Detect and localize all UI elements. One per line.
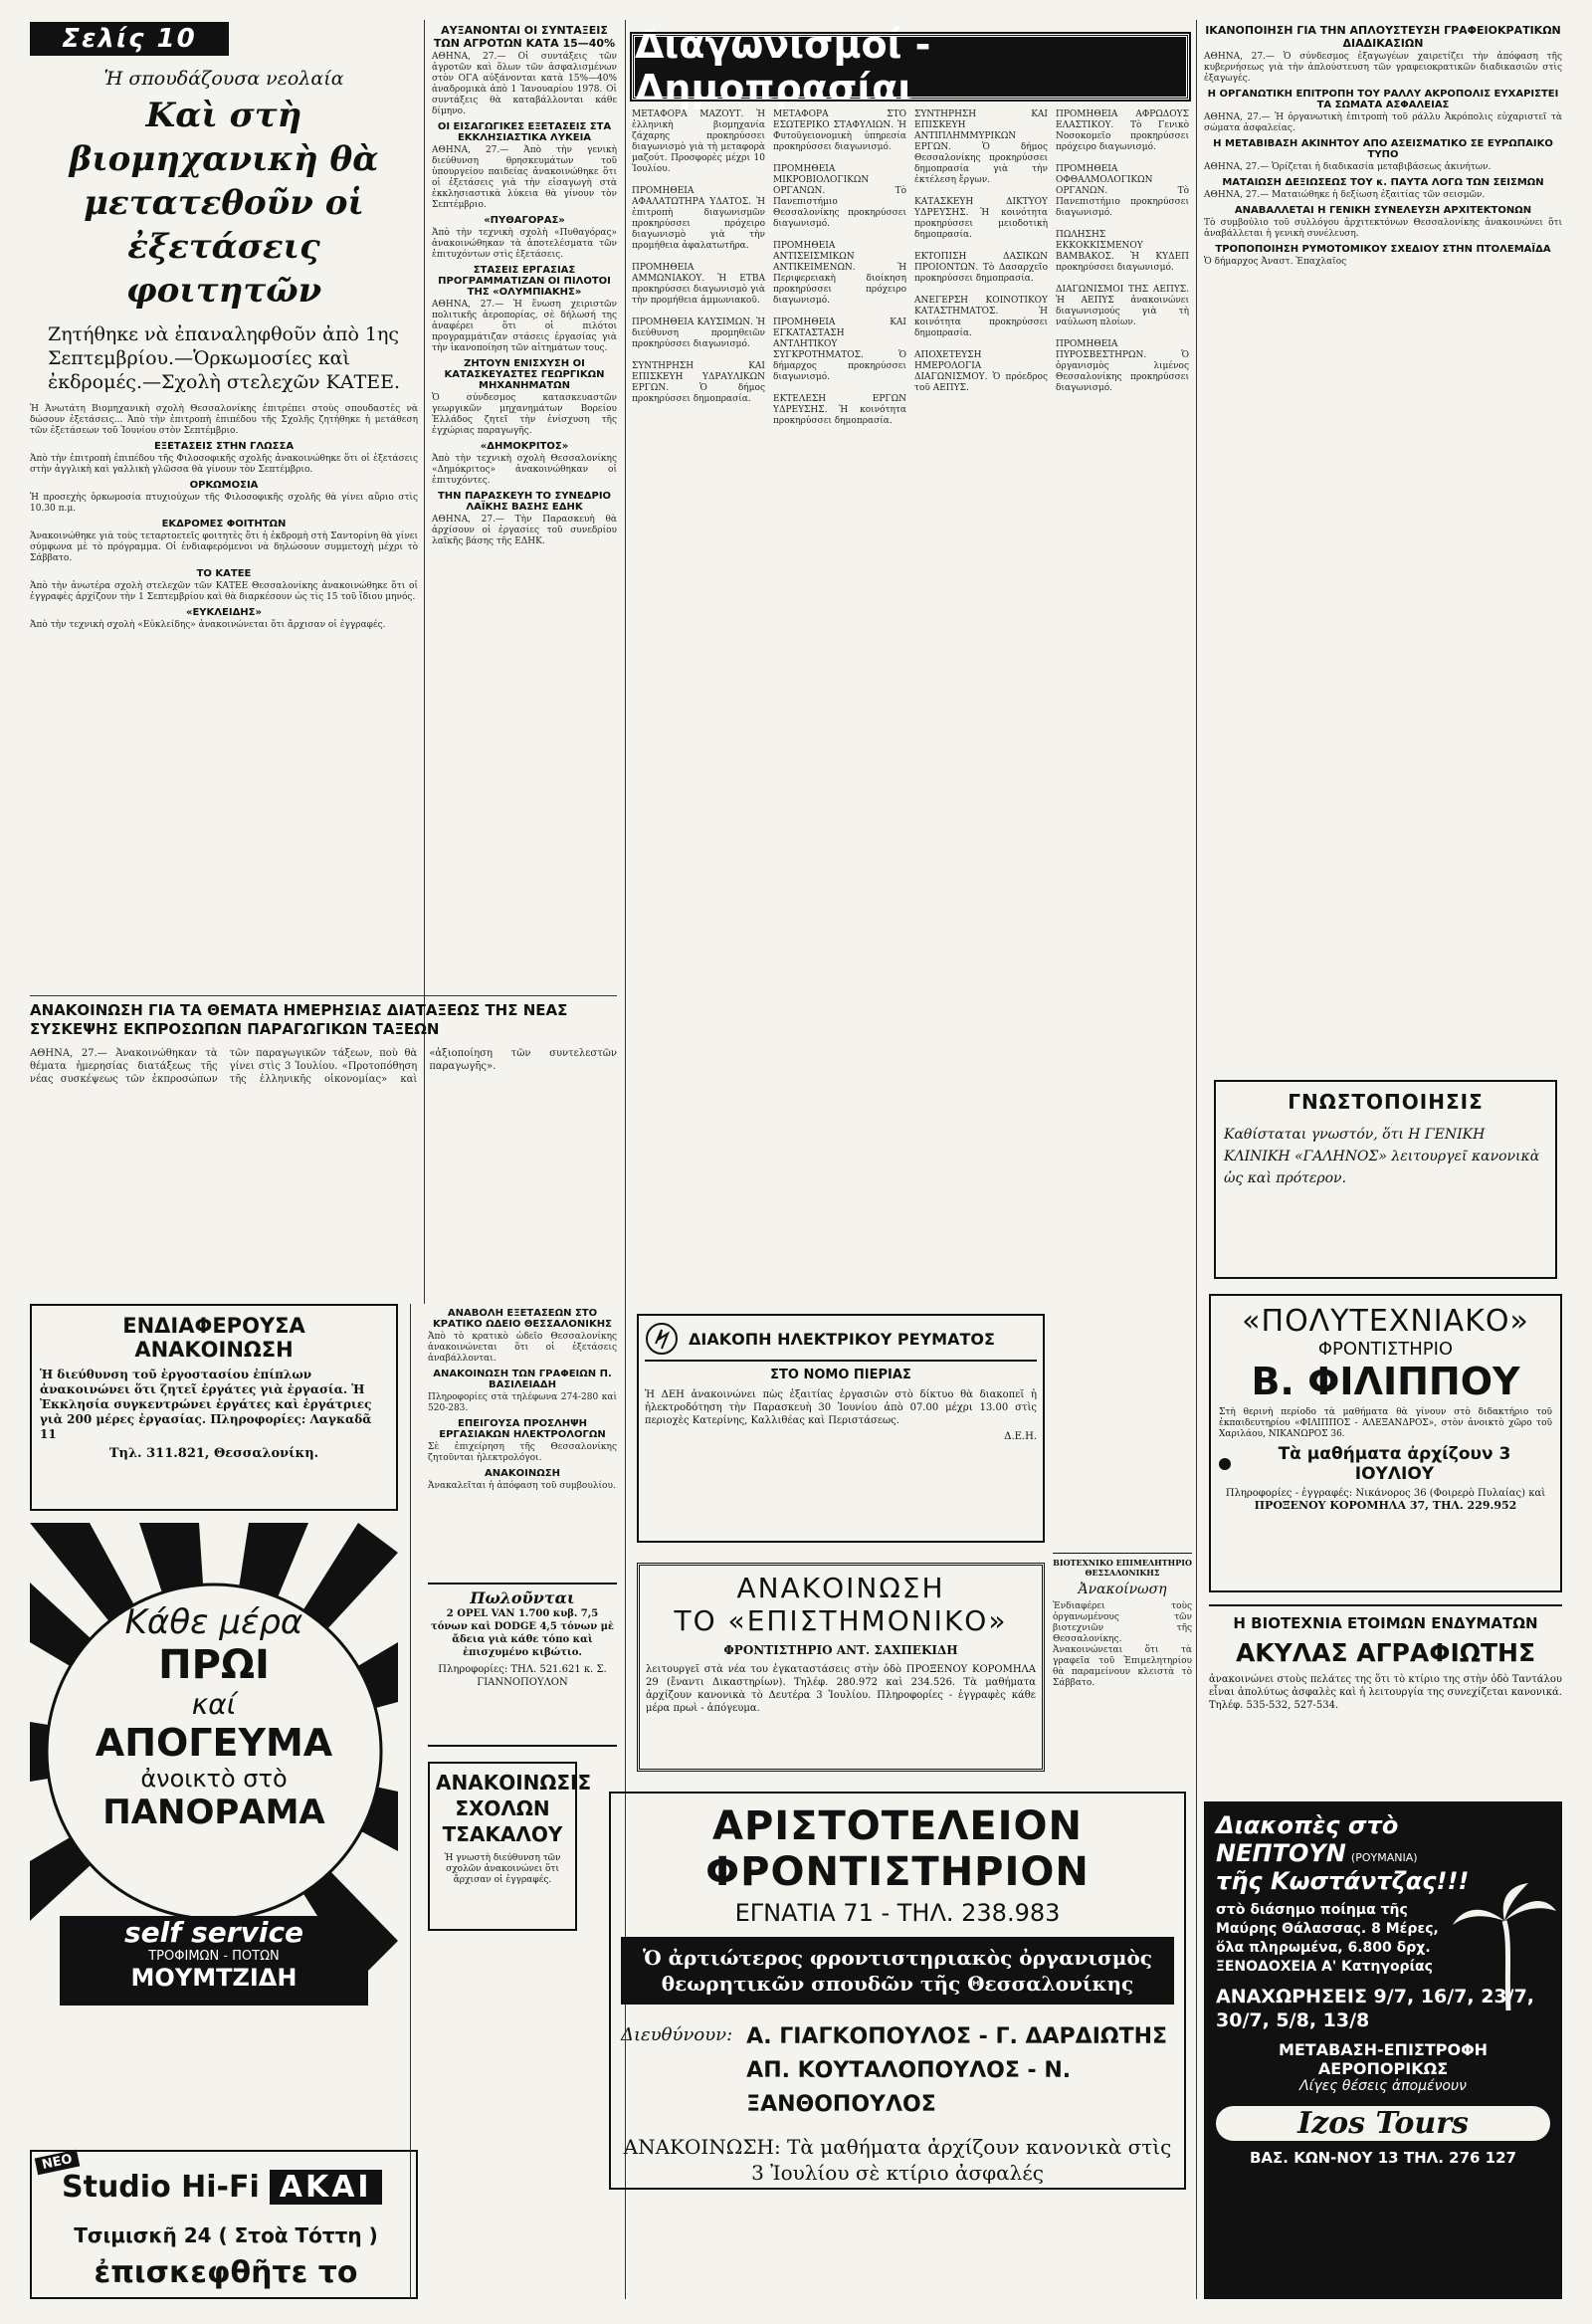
notice-text: Ἀνακαλεῖται ἡ ἀπόφαση τοῦ συμβουλίου. (428, 1481, 616, 1491)
endiaferousa-ad (30, 1304, 398, 1511)
akai-logo: AKAI (270, 2170, 382, 2205)
section-text: ΑΘΗΝΑ, 27.— Ὁρίζεται ἡ διαδικασία μεταβιβάσεως ἀκινήτων. (1204, 162, 1492, 172)
col4-stories (1204, 20, 1565, 1075)
section-title: ΤΟ ΚΑΤΕΕ (196, 568, 252, 579)
poloun-text: 2 OPEL VAN 1.700 κυβ. 7,5 τόνων καὶ DODGE 4,5 τόνων μὲ ἄδεια γιὰ κάθε τόπο καὶ ἐπισχυμένο κιβώτιο. (430, 1608, 615, 1658)
polytexniako-text: Στὴ θερινὴ περίοδο τὰ μαθήματα θὰ γίνουν στὸ διδακτήριο τοῦ ἐκπαιδευτηρίου «ΦΙΛΙΠΠΟΣ - ΑΛΕΞΑΝΔΡΟΣ», στὸν ἀνοικτὸ χῶρο τοῦ Χαριλάου, ΝΙΚΑΝΩΡΟΣ 36. (1219, 1407, 1552, 1439)
section-title: ΖΗΤΟΥΝ ΕΝΙΣΧΥΣΗ ΟΙ ΚΑΤΑΣΚΕΥΑΣΤΕΣ ΓΕΩΡΓΙΚΩΝ ΜΗΧΑΝΗΜΑΤΩΝ (444, 358, 605, 391)
panorama-line1: Κάθε μέρα (124, 1602, 303, 1642)
story-subhead: Ζητήθηκε νὰ ἐπαναληφθοῦν ἀπὸ 1ης Σεπτεμβρίου.—Ὁρκωμοσίες καὶ ἐκδρομές.—Σχολὴ στελεχῶν ΚΑΤΕΕ. (48, 323, 401, 393)
wide-notice (30, 1001, 621, 1295)
akai-brand: Studio Hi-Fi (62, 2170, 260, 2205)
epistimoniko-sub: ΦΡΟΝΤΙΣΤΗΡΙΟ ΑΝΤ. ΣΑΧΠΕΚΙΔΗ (723, 1643, 958, 1657)
izos-address: ΒΑΣ. ΚΩΝ-ΝΟΥ 13 ΤΗΛ. 276 127 (1249, 2149, 1516, 2167)
col1-story (30, 62, 421, 1047)
viotexniko-notice (1053, 1553, 1195, 1801)
dei-title: ΔΙΑΚΟΠΗ ΗΛΕΚΤΡΙΚΟΥ ΡΕΥΜΑΤΟΣ (689, 1329, 995, 1349)
izos-departures: ΑΝΑΧΩΡΗΣΕΙΣ 9/7, 16/7, 23/7, 30/7, 5/8, 13/8 (1216, 1986, 1535, 2031)
section-text: Ἀπὸ τὴν ἐπιτροπὴ ἐπιπέδου τῆς Φιλοσοφικῆς σχολῆς ἀνακοινώθηκε ὅτι οἱ ἐξετάσεις στὴν ἀγγλικὴ καὶ γαλλικὴ γλῶσσα θὰ γίνουν τὸν Σεπτέμβριο. (30, 454, 421, 475)
izos-seats: Λίγες θέσεις ἀπομένουν (1299, 2078, 1467, 2094)
dei-area: ΣΤΟ ΝΟΜΟ ΠΙΕΡΙΑΣ (770, 1368, 911, 1382)
auction-columns (632, 109, 1189, 1294)
notice-text: Ἀπὸ τὸ κρατικὸ ὠδεῖο Θεσσαλονίκης ἀνακοινώνεται ὅτι οἱ ἐξετάσεις ἀναβάλλονται. (428, 1332, 620, 1364)
notice-title: ΕΠΕΙΓΟΥΣΑ ΠΡΟΣΛΗΨΗ ΕΡΓΑΣΙΑΚΩΝ ΗΛΕΚΤΡΟΛΟΓΩΝ (439, 1418, 606, 1440)
section-text: ΑΘΗΝΑ, 27.— Τὴν Παρασκευὴ θὰ ἀρχίσουν οἱ ἐργασίες τοῦ συνεδρίου λαϊκῆς βάσης τῆς ΕΔΗΚ. (432, 515, 620, 546)
izos-line3: τῆς Κωστάντζας!!! (1216, 1867, 1470, 1895)
epistimoniko-title1: ΑΝΑΚΟΙΝΩΣΗ (736, 1572, 945, 1604)
tsakalou-text: Ἡ γνωστὴ διεύθυνση τῶν σχολῶν ἀνακοινώνει ὅτι ἄρχισαν οἱ ἐγγραφές. (444, 1853, 561, 1885)
notice-text: Σὲ ἐπιχείρηση τῆς Θεσσαλονίκης ζητοῦνται ἠλεκτρολόγοι. (428, 1442, 620, 1463)
section-text: Τὸ συμβούλιο τοῦ συλλόγου ἀρχιτεκτόνων Θεσσαλονίκης ἀνακοινώνει ὅτι ἀναβάλλεται ἡ γενικὴ συνέλευση. (1204, 218, 1565, 239)
section-text: ΑΘΗΝΑ, 27.— Ὁ σύνδεσμος ἐξαγωγέων χαιρετίζει τὴν ἀπόφαση τῆς κυβερνήσεως γιὰ τὴν ἀπλούστευση τῶν γραφειοκρατικῶν διαδικασιῶν στὶς ἐξαγωγές. (1204, 52, 1565, 84)
akylas-text: ἀνακοινώνει στοὺς πελάτες της ὅτι τὸ κτίριο της στὴν ὁδὸ Ταντάλου εἶναι ἀπολύτως ἀσφαλὲς καὶ ἡ λειτουργία της συνεχίζεται κανονικά. Τηλέφ. 535-532, 527-534. (1209, 1674, 1562, 1711)
polytexniako-address: ΠΡΟΞΕΝΟΥ ΚΟΡΟΜΗΛΑ 37, ΤΗΛ. 229.952 (1254, 1499, 1517, 1512)
section-title: ΕΞΕΤΑΣΕΙΣ ΣΤΗΝ ΓΛΩΣΣΑ (153, 441, 295, 452)
poloun-title: Πωλοῦνται (470, 1588, 575, 1607)
aristoteleion-ad (609, 1792, 1186, 2190)
izos-tours-ad (1204, 1801, 1562, 2299)
section-title: Η ΟΡΓΑΝΩΤΙΚΗ ΕΠΙΤΡΟΠΗ ΤΟΥ ΡΑΛΛΥ ΑΚΡΟΠΟΛΙΣ ΕΥΧΑΡΙΣΤΕΙ ΤΑ ΣΩΜΑΤΑ ΑΣΦΑΛΕΙΑΣ (1207, 89, 1559, 110)
ad-phone: Τηλ. 311.821, Θεσσαλονίκη. (108, 1446, 319, 1461)
panorama-ad (30, 1523, 398, 2140)
section-title: ΜΑΤΑΙΩΣΗ ΔΕΞΙΩΣΕΩΣ ΤΟΥ κ. ΠΑΥΤΑ ΛΟΓΩ ΤΩΝ ΣΕΙΣΜΩΝ (1222, 177, 1544, 188)
akai-address: Τσιμισκῆ 24 ( Στοὰ Τόττη ) (74, 2223, 378, 2247)
panorama-name: ΜΟΥΜΤΖΙΔΗ (130, 1964, 298, 1992)
akai-neo-badge: ΝΕΟ (35, 2150, 80, 2176)
poloun-contact: Πληροφορίες: ΤΗΛ. 521.621 κ. Σ. ΓΙΑΝΝΟΠΟΥΛΟΝ (438, 1664, 607, 1688)
section-text: Ἀνακοινώθηκε γιὰ τοὺς τεταρτοετεῖς φοιτητὲς ὅτι ἡ ἐκδρομὴ στὴ Σαντορίνη θὰ γίνει σύμφωνα μὲ τὸ πρόγραμμα. Οἱ ἐνδιαφερόμενοι νὰ δηλώσουν συμμετοχὴ μέχρι τὸ Σάββατο. (30, 531, 421, 563)
aristoteleion-notice: ΑΝΑΚΟΙΝΩΣΗ: Τὰ μαθήματα ἀρχίζουν κανονικὰ στὶς 3 Ἰουλίου σὲ κτίριο ἀσφαλές (623, 2135, 1172, 2185)
galinos-title: ΓΝΩΣΤΟΠΟΙΗΣΙΣ (1288, 1090, 1484, 1114)
section-text: ΑΘΗΝΑ, 27.— Ἀπὸ τὴν γενικὴ διεύθυνση θρησκευμάτων τοῦ ὑπουργείου παιδείας ἀνακοινώθηκε ὅτι οἱ ἐξετάσεις γιὰ τὴν εἰσαγωγὴ στὰ ἐκκλησιαστικὰ λύκεια θὰ γίνουν τὸν Σεπτέμβριο. (432, 145, 620, 210)
section-title: ΙΚΑΝΟΠΟΙΗΣΗ ΓΙΑ ΤΗΝ ΑΠΛΟΥΣΤΕΥΣΗ ΓΡΑΦΕΙΟΚΡΑΤΙΚΩΝ ΔΙΑΔΙΚΑΣΙΩΝ (1205, 24, 1561, 50)
page-number-badge: Σελίς 10 (30, 22, 229, 56)
auctions-banner (632, 23, 1189, 110)
galinos-text: Καθίσταται γνωστόν, ὅτι Η ΓΕΝΙΚΗ ΚΛΙΝΙΚΗ «ΓΑΛΗΝΟΣ» λειτουργεῖ κανονικὰ ὡς καὶ πρότερον. (1224, 1127, 1540, 1186)
aristoteleion-directors-2: ΑΠ. ΚΟΥΤΑΛΟΠΟΥΛΟΣ - Ν. ΞΑΝΘΟΠΟΥΛΟΣ (746, 2058, 1072, 2117)
viotexniko-title: Ἀνακοίνωση (1078, 1582, 1167, 1597)
polytexniako-info: Πληροφορίες - ἐγγραφές: Νικάνορος 36 (Φοιρερὸ Πυλαίας) καὶ (1225, 1488, 1546, 1499)
panorama-line4: ΑΠΟΓΕΥΜΑ (95, 1721, 333, 1765)
palm-tree-icon (1449, 1881, 1558, 2010)
epistimoniko-text: λειτουργεῖ στὰ νέα του ἐγκαταστάσεις στὴν ὁδὸ ΠΡΟΞΕΝΟΥ ΚΟΡΟΜΗΛΑ 29 (ἔναντι Δικαστηρίων). Τηλέφ. 280.972 καὶ 234.526. Τὰ μαθήματα ἀρχίζουν κανονικὰ τὸ Δευτέρα 3 Ἰουλίου. Πληροφορίες - ἐγγραφὲς κάθε μέρα πρωὶ - ἀπόγευμα. (646, 1664, 1036, 1714)
panorama-service: self service (123, 1916, 304, 1949)
panorama-line2: ΠΡΩΙ (158, 1642, 270, 1688)
akylas-title1: Η ΒΙΟΤΕΧΝΙΑ ΕΤΟΙΜΩΝ ΕΝΔΥΜΑΤΩΝ (1233, 1614, 1538, 1632)
section-title: ΣΤΑΣΕΙΣ ΕΡΓΑΣΙΑΣ ΠΡΟΓΡΑΜΜΑΤΙΖΑΝ ΟΙ ΠΙΛΟΤΟΙ ΤΗΣ «ΟΛΥΜΠΙΑΚΗΣ» (438, 265, 611, 298)
panorama-line5: ἀνοικτὸ στὸ (140, 1765, 288, 1793)
poloun-ad (428, 1583, 617, 1747)
polytexniako-bullet: Τὰ μαθήματα ἀρχίζουν 3 ΙΟΥΛΙΟΥ (1278, 1444, 1511, 1484)
galinos-notice (1214, 1080, 1557, 1279)
col2-notices (428, 1304, 620, 1573)
section-text: Ὁ δήμαρχος Ἀναστ. Ἐπαχλαῖος (1204, 257, 1347, 267)
section-text: Ἡ προσεχὴς ὁρκωμοσία πτυχιούχων τῆς Φιλοσοφικῆς σχολῆς θὰ γίνει αὔριο στὶς 10.30 π.μ. (30, 493, 421, 514)
aristoteleion-title: ΑΡΙΣΤΟΤΕΛΕΙΟΝ ΦΡΟΝΤΙΣΤΗΡΙΟΝ (705, 1803, 1090, 1895)
col2-stories (432, 20, 620, 1005)
auction-column: ΠΡΟΜΗΘΕΙΑ ΑΦΡΩΔΟΥΣ ΕΛΑΣΤΙΚΟΥ. Τὸ Γενικὸ Νοσοκομεῖο προκηρύσσει πρόχειρο διαγωνισμό. ΠΡΟΜΗΘΕΙΑ ΟΦΘΑΛΜΟΛΟΓΙΚΩΝ ΟΡΓΑΝΩΝ. Τὸ Πανεπιστήμιο προκηρύσσει διαγωνισμό. ΠΩΛΗΣΗΣ ΕΚΚΟΚΚΙΣΜΕΝΟΥ ΒΑΜΒΑΚΟΣ. Ἡ ΚΥΔΕΠ προκηρύσσει διαγωνισμό. ΔΙΑΓΩΝΙΣΜΟΙ ΤΗΣ ΑΕΠΥΣ. Ἡ ΑΕΠΥΣ ἀνακοινώνει διαγωνισμούς γιὰ τὴ ναύλωση πλοίων. ΠΡΟΜΗΘΕΙΑ ΠΥΡΟΣΒΕΣΤΗΡΩΝ. Ὁ ὀργανισμὸς λιμένος Θεσσαλονίκης προκηρύσσει διαγωνισμό. (1056, 109, 1189, 393)
wide-notice-title: ΑΝΑΚΟΙΝΩΣΗ ΓΙΑ ΤΑ ΘΕΜΑΤΑ ΗΜΕΡΗΣΙΑΣ ΔΙΑΤΑΞΕΩΣ ΤΗΣ ΝΕΑΣ ΣΥΣΚΕΨΗΣ ΕΚΠΡΟΣΩΠΩΝ ΠΑΡΑΓΩΓΙΚΩΝ ΤΑΞΕΩΝ (30, 1001, 568, 1038)
section-title: ΟΡΚΩΜΟΣΙΑ (189, 480, 259, 491)
section-text: Ἀπὸ τὴν τεχνικὴ σχολὴ «Εὐκλείδης» ἀνακοινώνεται ὅτι ἄρχισαν οἱ ἐγγραφές. (30, 620, 386, 630)
auction-column: ΜΕΤΑΦΟΡΑ ΣΤΟ ΕΣΩΤΕΡΙΚΟ ΣΤΑΦΥΛΙΩΝ. Ἡ Φυτοϋγειονομικὴ ὑπηρεσία προκηρύσσει διαγωνισμό. ΠΡΟΜΗΘΕΙΑ ΜΙΚΡΟΒΙΟΛΟΓΙΚΩΝ ΟΡΓΑΝΩΝ. Τὸ Πανεπιστήμιο Θεσσαλονίκης προκηρύσσει διαγωνισμό. ΠΡΟΜΗΘΕΙΑ ΑΝΤΙΣΕΙΣΜΙΚΩΝ ΑΝΤΙΚΕΙΜΕΝΩΝ. Ἡ Περιφερειακὴ διοίκηση προκηρύσσει πρόχειρο διαγωνισμό. ΠΡΟΜΗΘΕΙΑ ΚΑΙ ΕΓΚΑΤΑΣΤΑΣΗ ΑΝΤΛΗΤΙΚΟΥ ΣΥΓΚΡΟΤΗΜΑΤΟΣ. Ὁ δήμαρχος προκηρύσσει διαγωνισμό. ΕΚΤΕΛΕΣΗ ΕΡΓΩΝ ΥΔΡΕΥΣΗΣ. Ἡ κοινότητα προκηρύσσει δημοπρασία. (773, 109, 906, 426)
story-kicker: Ἡ σπουδάζουσα νεολαία (103, 68, 344, 90)
section-text: ΑΘΗΝΑ, 27.— Ματαιώθηκε ἡ δεξίωση ἐξαιτίας τῶν σεισμῶν. (1204, 190, 1486, 200)
section-title: «ΕΥΚΛΕΙΔΗΣ» (186, 607, 262, 618)
dei-text: Ἡ ΔΕΗ ἀνακοινώνει πὼς ἐξαιτίας ἐργασιῶν στὸ δίκτυο θὰ διακοπεῖ ἡ ἠλεκτροδότηση τὴν Παρασκευὴ 30 Ἰουνίου ἀπὸ 07.00 μέχρι 13.00 στὶς περιοχὲς Κατερίνης, Καλλιθέας καὶ Περιστάσεως. (645, 1389, 1037, 1426)
section-text: Ἀπὸ τὴν τεχνικὴ σχολὴ Θεσσαλονίκης «Δημόκριτος» ἀνακοινώθηκαν οἱ ἐπιτυχόντες. (432, 454, 620, 486)
notice-title: ΑΝΑΚΟΙΝΩΣΗ ΤΩΝ ΓΡΑΦΕΙΩΝ Π. ΒΑΣΙΛΕΙΑΔΗ (433, 1369, 612, 1390)
dei-logo-icon (645, 1322, 679, 1356)
auction-column: ΜΕΤΑΦΟΡΑ ΜΑΖΟΥΤ. Ἡ ἑλληνικὴ βιομηχανία ζάχαρης προκηρύσσει διαγωνισμὸ γιὰ τὴ μεταφορὰ μαζούτ. Προσφορὲς μέχρι 10 Ἰουλίου. ΠΡΟΜΗΘΕΙΑ ΑΦΑΛΑΤΩΤΗΡΑ ΥΔΑΤΟΣ. Ἡ ἐπιτροπὴ διαγωνισμῶν προκηρύσσει πρόχειρο διαγωνισμὸ γιὰ τὴν προμήθεια ἀφαλατωτῆρα. ΠΡΟΜΗΘΕΙΑ ΑΜΜΩΝΙΑΚΟΥ. Ἡ ΕΤΒΑ προκηρύσσει διαγωνισμὸ γιὰ τὴν προμήθεια ἀμμωνιακοῦ. ΠΡΟΜΗΘΕΙΑ ΚΑΥΣΙΜΩΝ. Ἡ διεύθυνση προμηθειῶν προκηρύσσει διαγωνισμό. ΣΥΝΤΗΡΗΣΗ ΚΑΙ ΕΠΙΣΚΕΥΗ ΥΔΡΑΥΛΙΚΩΝ ΕΡΓΩΝ. Ὁ δήμος προκηρύσσει δημοπρασία. (632, 109, 765, 404)
polytexniako-sub: ΦΡΟΝΤΙΣΤΗΡΙΟ (1317, 1339, 1454, 1360)
section-text: Ὁ σύνδεσμος κατασκευαστῶν γεωργικῶν μηχανημάτων Βορείου Ἑλλάδος ζητεῖ τὴν ἐνίσχυση τῆς ἐγχώριας παραγωγῆς. (432, 393, 620, 436)
aristoteleion-label: Διευθύνουν: (621, 2024, 733, 2045)
akylas-title2: ΑΚΥΛΑΣ ΑΓΡΑΦΙΩΤΗΣ (1235, 1638, 1536, 1667)
section-title: ΤΡΟΠΟΠΟΙΗΣΗ ΡΥΜΟΤΟΜΙΚΟΥ ΣΧΕΔΙΟΥ ΣΤΗΝ ΠΤΟΛΕΜΑΪΔΑ (1215, 244, 1551, 255)
epistimoniko-ad (637, 1563, 1045, 1772)
izos-logo: Izos Tours (1216, 2106, 1550, 2141)
notice-text: Πληροφορίες στὰ τηλέφωνα 274-280 καὶ 520-283. (428, 1392, 620, 1413)
izos-line1: Διακοπὲς στὸ (1216, 1811, 1399, 1839)
tsakalou-ad (428, 1762, 592, 1931)
story-headline: Καὶ στὴ βιομηχανικὴ θὰ μετατεθοῦν οἱ ἐξετάσεις φοιτητῶν (69, 96, 379, 311)
wide-notice-text: ΑΘΗΝΑ, 27.— Ἀνακοινώθηκαν τὰ θέματα ἡμερησίας διατάξεως τῆς νέας συσκέψεως τῶν ἐκπροσώπων τῶν παραγωγικῶν τάξεων, ποὺ θὰ γίνει στὶς 3 Ἰουλίου. «Προτοπόθηση τῆς ἑλληνικῆς οἰκονομίας» καὶ «ἀξιοποίηση τῶν συντελεστῶν παραγωγῆς». (30, 1048, 621, 1085)
aristoteleion-directors-1: Α. ΓΙΑΓΚΟΠΟΥΛΟΣ - Γ. ΔΑΡΔΙΩΤΗΣ (746, 2024, 1168, 2049)
section-text: ΑΘΗΝΑ, 27.— Οἱ συντάξεις τῶν ἀγροτῶν καὶ ὅλων τῶν ἀσφαλισμένων στὸν ΟΓΑ αὐξάνονται κατὰ 15%—40% ἀναδρομικὰ ἀπὸ 1 Ἰανουαρίου 1978. Οἱ συντάξεις θὰ καταβάλλονται κάθε δίμηνο. (432, 52, 620, 116)
dei-sign: Δ.Ε.Η. (1004, 1431, 1037, 1442)
panorama-sub: ΤΡΟΦΙΜΩΝ - ΠΟΤΩΝ (148, 1949, 280, 1964)
tsakalou-title: ΑΝΑΚΟΙΝΩΣΙΣ ΣΧΟΛΩΝ ΤΣΑΚΑΛΟΥ (436, 1771, 592, 1846)
section-title: ΟΙ ΕΙΣΑΓΩΓΙΚΕΣ ΕΞΕΤΑΣΕΙΣ ΣΤΑ ΕΚΚΛΗΣΙΑΣΤΙΚΑ ΛΥΚΕΙΑ (437, 121, 612, 143)
epistimoniko-title2: ΤΟ «ΕΠΙΣΤΗΜΟΝΙΚΟ» (674, 1604, 1008, 1637)
aristoteleion-tagline: Ὁ ἀρτιώτερος φροντιστηριακὸς ὀργανισμὸς θεωρητικῶν σπουδῶν τῆς Θεσσαλονίκης (621, 1937, 1174, 2005)
viotexniko-org: ΒΙΟΤΕΧΝΙΚΟ ΕΠΙΜΕΛΗΤΗΡΙΟ ΘΕΣΣΑΛΟΝΙΚΗΣ (1053, 1558, 1192, 1578)
section-text: ΑΘΗΝΑ, 27.— Ἡ ἕνωση χειριστῶν πολιτικῆς ἀεροπορίας, σὲ δήλωσή της ἀναφέρει ὅτι οἱ πιλότοι προγραμμάτιζαν στάσεις ἐργασίας γιὰ τὴν ἱκανοποίηση τῶν αἰτημάτων τους. (432, 300, 620, 353)
section-title: ΤΗΝ ΠΑΡΑΣΚΕΥΗ ΤΟ ΣΥΝΕΔΡΙΟ ΛΑΪΚΗΣ ΒΑΣΗΣ ΕΔΗΚ (437, 491, 612, 513)
dei-notice (637, 1314, 1045, 1543)
story-body: Ἡ Ἀνωτάτη Βιομηχανικὴ σχολὴ Θεσσαλονίκης ἐπιτρέπει στοὺς σπουδαστὲς νὰ δώσουν ἐξετάσεις... Ἀπὸ τὴν ἐπιτροπὴ ἐπιπέδου τῆς Σχολῆς ζητήθηκε ἡ μετάθεση τῶν ἐξετάσεων τοῦ Ἰουνίου στὸν Σεπτέμβριο. (30, 404, 421, 436)
izos-line2: ΝΕΠΤΟΥΝ (1216, 1839, 1346, 1867)
ad-title: ΕΝΔΙΑΦΕΡΟΥΣΑ ΑΝΑΚΟΙΝΩΣΗ (122, 1314, 305, 1362)
section-title: ΑΥΞΑΝΟΝΤΑΙ ΟΙ ΣΥΝΤΑΞΕΙΣ ΤΩΝ ΑΓΡΟΤΩΝ ΚΑΤΑ 15—40% (433, 24, 616, 50)
section-title: «ΠΥΘΑΓΟΡΑΣ» (484, 215, 565, 226)
section-title: «ΔΗΜΟΚΡΙΤΟΣ» (480, 441, 569, 452)
bullet-icon (1219, 1458, 1231, 1470)
izos-transfer: ΜΕΤΑΒΑΣΗ-ΕΠΙΣΤΡΟΦΗ ΑΕΡΟΠΟΡΙΚΩΣ (1278, 2040, 1489, 2078)
panorama-line3: καί (191, 1688, 237, 1721)
panorama-line6: ΠΑΝΟΡΑΜΑ (102, 1793, 325, 1832)
izos-text: στὸ διάσημο ποίημα τῆς Μαύρης Θάλασσας. 8 Μέρες, ὅλα πληρωμένα, 6.800 δρχ. ΞΕΝΟΔΟΧΕΙΑ Α' Κατηγορίας (1216, 1902, 1439, 1975)
akylas-ad (1209, 1604, 1562, 1794)
akai-ad (30, 2150, 418, 2299)
viotexniko-text: Ἐνδιαφέρει τοὺς ὀργανωμένους τῶν βιοτεχνιῶν τῆς Θεσσαλονίκης. Ἀνακοινώνεται ὅτι τὰ γραφεῖα τοῦ Ἐπιμελητηρίου θὰ παραμείνουν κλειστὰ τὸ Σάββατο. (1053, 1601, 1195, 1688)
section-title: ΕΚΔΡΟΜΕΣ ΦΟΙΤΗΤΩΝ (161, 519, 287, 529)
polytexniako-name: Β. ΦΙΛΙΠΠΟΥ (1251, 1360, 1520, 1403)
section-title: ΑΝΑΒΑΛΛΕΤΑΙ Η ΓΕΝΙΚΗ ΣΥΝΕΛΕΥΣΗ ΑΡΧΙΤΕΚΤΟΝΩΝ (1234, 205, 1532, 216)
izos-line2b: (ΡΟΥΜΑΝΙΑ) (1350, 1851, 1418, 1864)
auction-column: ΣΥΝΤΗΡΗΣΗ ΚΑΙ ΕΠΙΣΚΕΥΗ ΑΝΤΙΠΛΗΜΜΥΡΙΚΩΝ ΕΡΓΩΝ. Ὁ δήμος Θεσσαλονίκης προκηρύσσει δημοπρασία γιὰ τὴν ἐκτέλεση ἔργων. ΚΑΤΑΣΚΕΥΗ ΔΙΚΤΥΟΥ ΥΔΡΕΥΣΗΣ. Ἡ κοινότητα προκηρύσσει μειοδοτικὴ δημοπρασία. ΕΚΤΟΠΙΣΗ ΔΑΣΙΚΩΝ ΠΡΟΙΟΝΤΩΝ. Τὸ Δασαρχεῖο προκηρύσσει δημοπρασία. ΑΝΕΓΕΡΣΗ ΚΟΙΝΟΤΙΚΟΥ ΚΑΤΑΣΤΗΜΑΤΟΣ. Ἡ κοινότητα προκηρύσσει δημοπρασία. ΑΠΟΧΕΤΕΥΣΗ ΗΜΕΡΟΛΟΓΙΑ ΔΙΑΓΩΝΙΣΜΟΥ. Ὁ πρόεδρος τοῦ ΑΕΠΥΣ. (914, 109, 1048, 393)
section-text: Ἀπὸ τὴν ἀνωτέρα σχολὴ στελεχῶν τῶν ΚΑΤΕΕ Θεσσαλονίκης ἀνακοινώθηκε ὅτι οἱ ἐγγραφὲς ἀρχίζουν τὴν 1 Σεπτεμβρίου καὶ θὰ διαρκέσουν ὡς τὶς 15 τοῦ ἴδιου μηνός. (30, 581, 421, 602)
akai-cta: ἐπισκεφθῆτε το (94, 2255, 358, 2290)
notice-title: ΑΝΑΒΟΛΗ ΕΞΕΤΑΣΕΩΝ ΣΤΟ ΚΡΑΤΙΚΟ ΩΔΕΙΟ ΘΕΣΣΑΛΟΝΙΚΗΣ (433, 1308, 612, 1330)
notice-title: ΑΝΑΚΟΙΝΩΣΗ (485, 1468, 560, 1479)
section-title: Η ΜΕΤΑΒΙΒΑΣΗ ΑΚΙΝΗΤΟΥ ΑΠΟ ΑΣΕΙΣΜΑΤΙΚΟ ΣΕ ΕΥΡΩΠΑΙΚΟ ΤΥΠΟ (1213, 138, 1553, 160)
aristoteleion-address: ΕΓΝΑΤΙΑ 71 - ΤΗΛ. 238.983 (734, 1899, 1061, 1927)
section-text: Ἀπὸ τὴν τεχνικὴ σχολὴ «Πυθαγόρας» ἀνακοινώθηκαν τὰ ἀποτελέσματα τῶν ἐπιτυχόντων στὶς ἐξετάσεις. (432, 228, 620, 260)
polytexniako-ad (1209, 1294, 1562, 1592)
polytexniako-title: «ΠΟΛΥΤΕΧΝΙΑΚΟ» (1242, 1304, 1529, 1339)
ad-text: Ἡ διεύθυνση τοῦ ἐργοστασίου ἐπίπλων ἀνακοινώνει ὅτι ζητεῖ ἐργάτες γιὰ ἐργασία. Ἡ Ἐκκλησία συγκεντρώνει ἐργάτες καὶ ἐργάτριες γιὰ 200 μέρες ἐργασίας. Πληροφορίες: Λαγκαδᾶ 11 (40, 1368, 372, 1441)
section-text: ΑΘΗΝΑ, 27.— Ἡ ὀργανωτικὴ ἐπιτροπὴ τοῦ ράλλυ Ἀκρόπολις εὐχαριστεῖ τὰ σώματα ἀσφαλείας. (1204, 112, 1565, 133)
auctions-banner-text: Διαγωνισμοί - Δημοπρασίαι (635, 23, 931, 110)
